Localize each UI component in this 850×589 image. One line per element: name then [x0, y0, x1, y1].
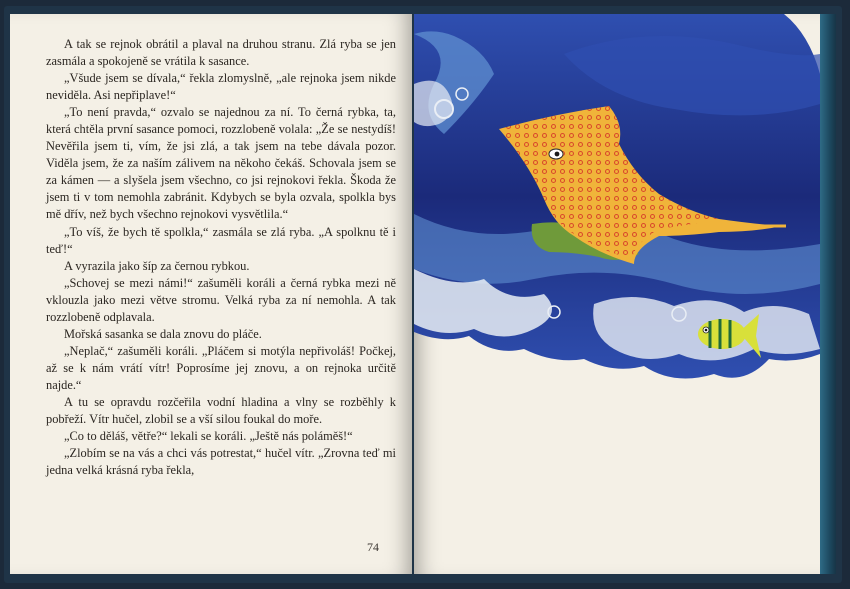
paragraph: „Neplač,“ zašuměli koráli. „Pláčem si motýla nepřivoláš! Počkej, až se k nám vrátí vítr! Poprosíme jej znovu, a on rejnoka určitě najde.“	[46, 343, 396, 392]
paragraph: A vyrazila jako šíp za černou rybkou.	[64, 258, 250, 273]
left-page	[10, 14, 412, 574]
fish-body	[698, 319, 746, 349]
paragraph: „Schovej se mezi námi!“ zašuměli koráli a černá rybka mezi ně vklouzla jako mezi větve stromu. Velká ryba za ní nemohla. A tak rozzlobeně odplavala.	[46, 275, 396, 324]
paragraph: Mořská sasanka se dala znovu do pláče.	[64, 326, 262, 341]
paragraph: „Co to děláš, větře?“ lekali se koráli. „Ještě nás poláměš!“	[64, 429, 353, 444]
paragraph: A tak se rejnok obrátil a plaval na druhou stranu. Zlá ryba se jen zasmála a spokojeně se vrátila k sasance.	[46, 37, 396, 69]
paragraph: „Všude jsem se dívala,“ řekla zlomyslně, „ale rejnoka jsem nikde neviděla. Asi nepřiplave!“	[46, 71, 396, 103]
story-text	[46, 36, 396, 479]
paragraph: A tu se opravdu rozčeřila vodní hladina a vlny se rozběhly k pobřeží. Vítr hučel, zlobil se a vší silou foukal do moře.	[46, 394, 396, 427]
paragraph: „Zlobím se na vás a chci vás potrestat,“ hučel vítr. „Zrovna teď mi jedna velká krásná ryba řekla,	[46, 446, 396, 478]
sea-illustration	[414, 14, 820, 574]
fish-pupil	[705, 329, 708, 332]
paragraph: „To není pravda,“ ozvalo se najednou za ní. To černá rybka, ta, která chtěla první sasance pomoci, rozzlobeně volala: „Že se nestydíš! Nevěřila jsem ti, vím, že jsi zlá, a tak jsem na tebe dávala pozor. Viděla jsem, že za naším zálivem na někoho čekáš. Schovala jsem se za kámen — a slyšela jsem všechno, co jsi rejnokovi řekla. Škoda že jsem ti v tom nemohla zabránit. Kdybych se byla ozvala, spolkla bys mě dřív, než bych všechno rejnokovi vysvětlila.“	[46, 105, 396, 222]
right-page	[414, 14, 820, 574]
stingray-pupil	[555, 152, 560, 157]
book-cover-edge	[820, 14, 836, 574]
paragraph: „To víš, že bych tě spolkla,“ zasmála se zlá ryba. „A spolknu tě i teď!“	[46, 224, 396, 256]
page-number: 74	[367, 540, 379, 554]
